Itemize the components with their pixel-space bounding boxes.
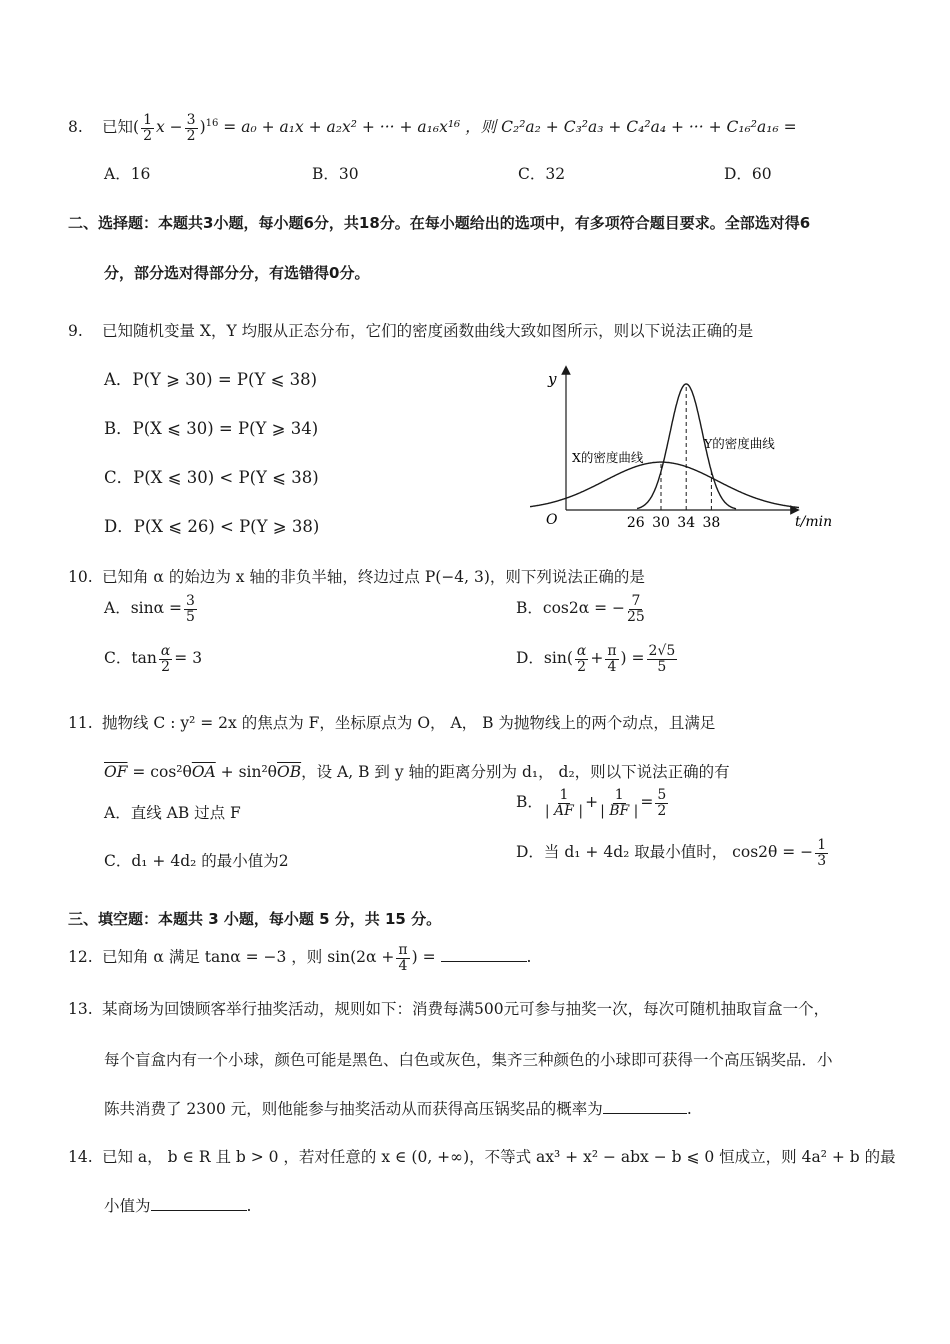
origin-label: O <box>546 512 558 528</box>
q8-sum: C₂²a₂ + C₃²a₃ + C₄²a₄ + ··· + C₁₆²a₁₆ = <box>501 118 797 136</box>
q8-expansion: = a₀ + a₁x + a₂x² + ··· + a₁₆x¹⁶ ，则 <box>223 118 497 136</box>
question-13-line-2: 每个盲盒内有一个小球，颜色可能是黑色、白色或灰色，集齐三种颜色的小球即可获得一个高压锅奖品．小 <box>104 1051 833 1069</box>
question-number: 12. <box>68 948 93 967</box>
q8-fraction-1: $\frac{1}{2}$ <box>143 111 152 144</box>
question-13-line-3: 陈共消费了 2300 元，则他能参与抽奖活动从而获得高压锅奖品的概率为 . <box>104 1097 692 1119</box>
q11-option-a: A．直线 AB 过点 F <box>104 804 241 822</box>
question-12: 12. 已知角 α 满足 tanα = −3 ，则 sin(2α + $\frac{\pi}{4}$ ) = . <box>68 942 532 974</box>
question-number: 14. <box>68 1148 93 1166</box>
question-number: 10. <box>68 568 93 586</box>
question-13-line-1: 13. 某商场为回馈顾客举行抽奖活动，规则如下：消费每满500元可参与抽奖一次，每次可随机抽取盲盒一个， <box>68 1000 830 1018</box>
q9-stem: 已知随机变量 X，Y 均服从正态分布，它们的密度函数曲线大致如图所示，则以下说法正确的是 <box>102 322 754 340</box>
question-number: 13. <box>68 1000 93 1018</box>
section-2-header-line-1: 二、选择题：本题共3小题，每小题6分，共18分。在每小题给出的选项中，有多项符合题目要求。全部选对得6 <box>68 214 811 232</box>
section-2-header-line-2: 分，部分选对得部分分，有选错得0分。 <box>104 264 370 282</box>
question-10 <box>68 565 645 587</box>
question-number: 11. <box>68 714 93 732</box>
q11-vector-condition: $\overline{OF} = \cos^2\theta\overline{OA} + \sin^2\theta\overline{OB}$，设 A, B 到 y 轴的距离分别为 d₁， d₂，则以下说法正确的有 <box>104 763 730 781</box>
q9-option-c: C．P(X ⩽ 30) < P(Y ⩽ 38) <box>104 468 319 487</box>
q8-stem-pre: 已知( <box>102 118 140 136</box>
q10-option-a: A．sinα = $\frac{3}{5}$ <box>104 593 195 625</box>
x-tick-label-34: 34 <box>677 515 696 531</box>
q9-option-b: B．P(X ⩽ 30) = P(Y ⩾ 34) <box>104 419 319 438</box>
q9-option-a: A．P(Y ⩾ 30) = P(Y ⩽ 38) <box>104 370 318 389</box>
q8-option-a: A．16 <box>104 165 151 183</box>
q10-option-b: B．cos2α = − $\frac{7}{25}$ <box>516 593 645 625</box>
q10-option-d: D．sin( $\frac{\alpha}{2}$ + $\frac{\pi}{4}$ ) = $\frac{2√5}{5}$ <box>516 643 676 675</box>
section-3-header: 三、填空题：本题共 3 小题，每小题 5 分，共 15 分。 <box>68 910 442 928</box>
q11-stem-1: 抛物线 C : y² = 2x 的焦点为 F，坐标原点为 O， A， B 为抛物线上的两个动点，且满足 <box>102 714 716 732</box>
density-curve-chart <box>530 362 840 537</box>
q13-answer-blank[interactable] <box>603 1097 687 1114</box>
q9-option-d: D．P(X ⩽ 26) < P(Y ⩾ 38) <box>104 517 320 536</box>
question-14-line-1: 14. 已知 a， b ∈ R 且 b > 0 ，若对任意的 x ∈ (0, +∞)，不等式 ax³ + x² − abx − b ⩽ 0 恒成立，则 4a² + b 的最 <box>68 1148 896 1166</box>
q8-option-c: C．32 <box>518 165 566 183</box>
x-tick-label-26: 26 <box>626 515 645 531</box>
q11-option-b: B． $\frac{1}{| AF |}$ + $\frac{1}{| BF |}$ = $\frac{5}{2}$ <box>516 787 667 819</box>
q14-answer-blank[interactable] <box>151 1194 247 1211</box>
x-curve-label: X的密度曲线 <box>572 450 644 465</box>
q8-mid: x − <box>155 118 183 136</box>
question-9 <box>68 319 753 341</box>
x-tick-label-30: 30 <box>652 515 670 531</box>
q12-answer-blank[interactable] <box>441 945 527 962</box>
q8-option-b: B．30 <box>312 165 359 183</box>
question-14-line-2: 小值为 . <box>104 1194 251 1216</box>
q10-option-c: C．tan $\frac{\alpha}{2}$ = 3 <box>104 643 203 675</box>
q10-stem: 已知角 α 的始边为 x 轴的非负半轴，终边过点 P(−4, 3)，则下列说法正确的是 <box>102 568 645 586</box>
question-number: 9. <box>68 322 83 340</box>
q8-option-d: D．60 <box>724 165 772 183</box>
y-axis-label: y <box>548 370 557 388</box>
question-8: 8. 已知( $\frac{1}{2}$ x − $\frac{3}{2}$ )$^{16}$ = a₀ + a₁x + a₂x² + ··· + a₁₆x¹⁶ ，则 C₂²a₂ + C₃²a₃ + C₄²a₄ + ··· + C₁₆²a₁₆ = <box>68 111 797 144</box>
q11-option-c: C．d₁ + 4d₂ 的最小值为2 <box>104 852 289 870</box>
x-tick-label-38: 38 <box>702 515 721 531</box>
q11-option-d: D．当 d₁ + 4d₂ 取最小值时， cos2θ = − $\frac{1}{3}$ <box>516 837 827 869</box>
x-axis-label: t/min <box>795 514 833 530</box>
question-number: 8. <box>68 118 83 136</box>
question-11 <box>68 711 715 733</box>
y-curve-label: Y的密度曲线 <box>704 436 775 451</box>
q8-exponent: 16 <box>205 117 219 129</box>
series-curve-x <box>530 462 799 508</box>
q8-fraction-2: $\frac{3}{2}$ <box>186 111 196 144</box>
